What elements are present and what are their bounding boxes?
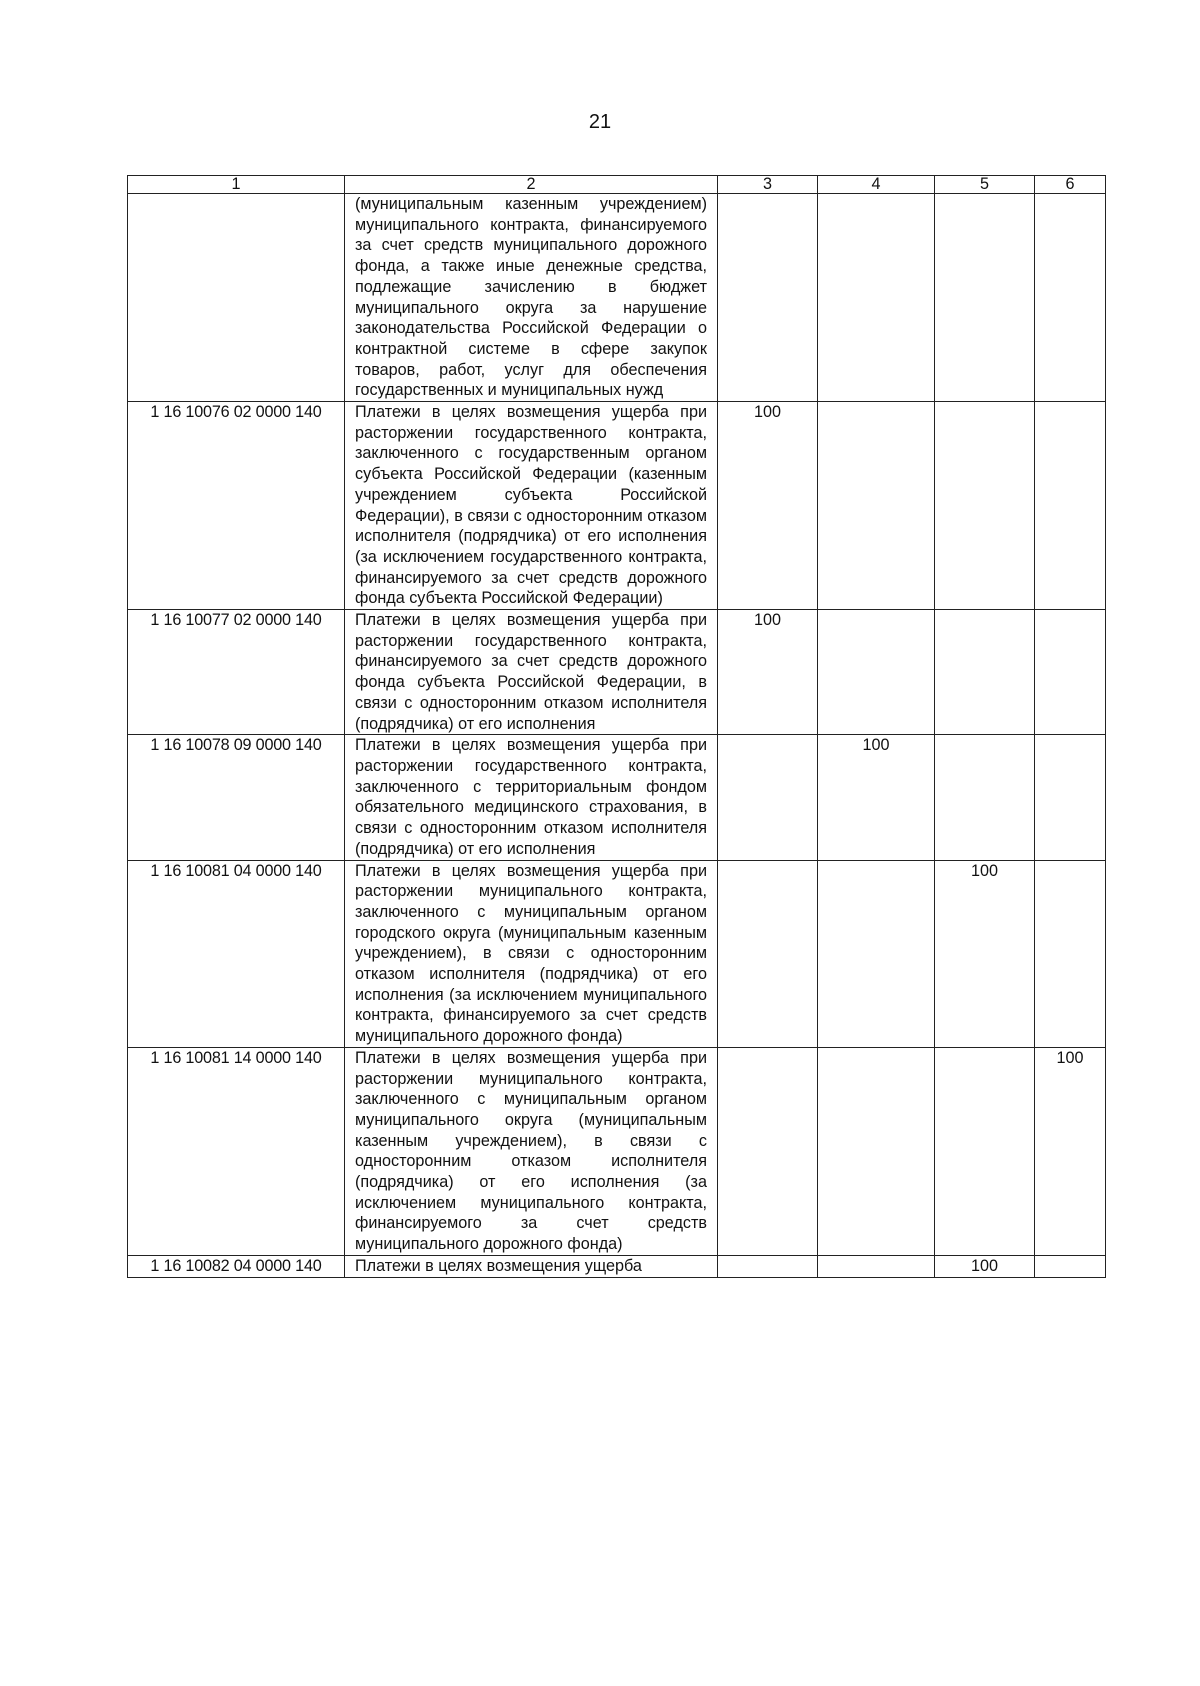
row-description: Платежи в целях возмещения ущерба при расторжении государственного контракта, заключенного с территориальным фондом обязательного медицинского страхования, в связи с односторонним отказом исполнителя (подрядчика) от его исполнения (345, 735, 718, 860)
row-code: 1 16 10078 09 0000 140 (128, 735, 345, 860)
row-value-col3 (718, 194, 818, 402)
row-value-col3 (718, 735, 818, 860)
column-header: 2 (345, 176, 718, 194)
column-header: 4 (818, 176, 935, 194)
column-header: 3 (718, 176, 818, 194)
row-value-col3: 100 (718, 402, 818, 610)
row-value-col5 (935, 194, 1035, 402)
row-description: Платежи в целях возмещения ущерба при расторжении муниципального контракта, заключенного с муниципальным органом городского округа (муниципальным казенным учреждением), в связи с односторонним отказом исполнителя (подрядчика) от его исполнения (за исключением муниципального контракта, финансируемого за счет средств муниципального дорожного фонда) (345, 860, 718, 1047)
row-value-col4 (818, 1255, 935, 1277)
row-code: 1 16 10077 02 0000 140 (128, 610, 345, 735)
row-description: Платежи в целях возмещения ущерба при расторжении государственного контракта, финансируемого за счет средств дорожного фонда субъекта Российской Федерации, в связи с односторонним отказом исполнителя (подрядчика) от его исполнения (345, 610, 718, 735)
column-header: 5 (935, 176, 1035, 194)
table-header-row (128, 176, 1106, 194)
row-value-col3 (718, 1255, 818, 1277)
row-value-col6 (1035, 610, 1106, 735)
row-description: (муниципальным казенным учреждением) муниципального контракта, финансируемого за счет средств муниципального дорожного фонда, а также иные денежные средства, подлежащие зачислению в бюджет муниципального округа за нарушение законодательства Российской Федерации о контрактной системе в сфере закупок товаров, работ, услуг для обеспечения государственных и муниципальных нужд (345, 194, 718, 402)
row-value-col5 (935, 735, 1035, 860)
row-code: 1 16 10082 04 0000 140 (128, 1255, 345, 1277)
row-value-col3 (718, 1047, 818, 1255)
page-number: 21 (588, 111, 612, 133)
row-description: Платежи в целях возмещения ущерба (345, 1255, 718, 1277)
row-code (128, 194, 345, 402)
row-description: Платежи в целях возмещения ущерба при расторжении муниципального контракта, заключенного с муниципальным органом муниципального округа (муниципальным казенным учреждением), в связи с односторонним отказом исполнителя (подрядчика) от его исполнения (за исключением муниципального контракта, финансируемого за счет средств муниципального дорожного фонда) (345, 1047, 718, 1255)
column-header: 1 (128, 176, 345, 194)
row-value-col6 (1035, 860, 1106, 1047)
row-value-col6: 100 (1035, 1047, 1106, 1255)
row-code: 1 16 10076 02 0000 140 (128, 402, 345, 610)
table-row (128, 194, 1106, 402)
row-value-col4 (818, 194, 935, 402)
row-value-col4 (818, 1047, 935, 1255)
column-header: 6 (1035, 176, 1106, 194)
row-value-col4: 100 (818, 735, 935, 860)
row-value-col6 (1035, 402, 1106, 610)
row-value-col4 (818, 402, 935, 610)
row-value-col6 (1035, 1255, 1106, 1277)
row-code: 1 16 10081 14 0000 140 (128, 1047, 345, 1255)
table-row (128, 610, 1106, 735)
row-value-col4 (818, 860, 935, 1047)
table-row (128, 1255, 1106, 1277)
revenue-table (127, 175, 1106, 1278)
row-code: 1 16 10081 04 0000 140 (128, 860, 345, 1047)
table-row (128, 402, 1106, 610)
row-value-col5: 100 (935, 860, 1035, 1047)
row-value-col5: 100 (935, 1255, 1035, 1277)
row-value-col6 (1035, 735, 1106, 860)
row-value-col3 (718, 860, 818, 1047)
row-value-col3: 100 (718, 610, 818, 735)
row-value-col6 (1035, 194, 1106, 402)
table-row (128, 1047, 1106, 1255)
row-value-col5 (935, 610, 1035, 735)
row-value-col5 (935, 402, 1035, 610)
table-row (128, 735, 1106, 860)
row-description: Платежи в целях возмещения ущерба при расторжении государственного контракта, заключенного с государственным органом субъекта Российской Федерации (казенным учреждением субъекта Российской Федерации), в связи с односторонним отказом исполнителя (подрядчика) от его исполнения (за исключением государственного контракта, финансируемого за счет средств дорожного фонда субъекта Российской Федерации) (345, 402, 718, 610)
row-value-col5 (935, 1047, 1035, 1255)
table-row (128, 860, 1106, 1047)
row-value-col4 (818, 610, 935, 735)
